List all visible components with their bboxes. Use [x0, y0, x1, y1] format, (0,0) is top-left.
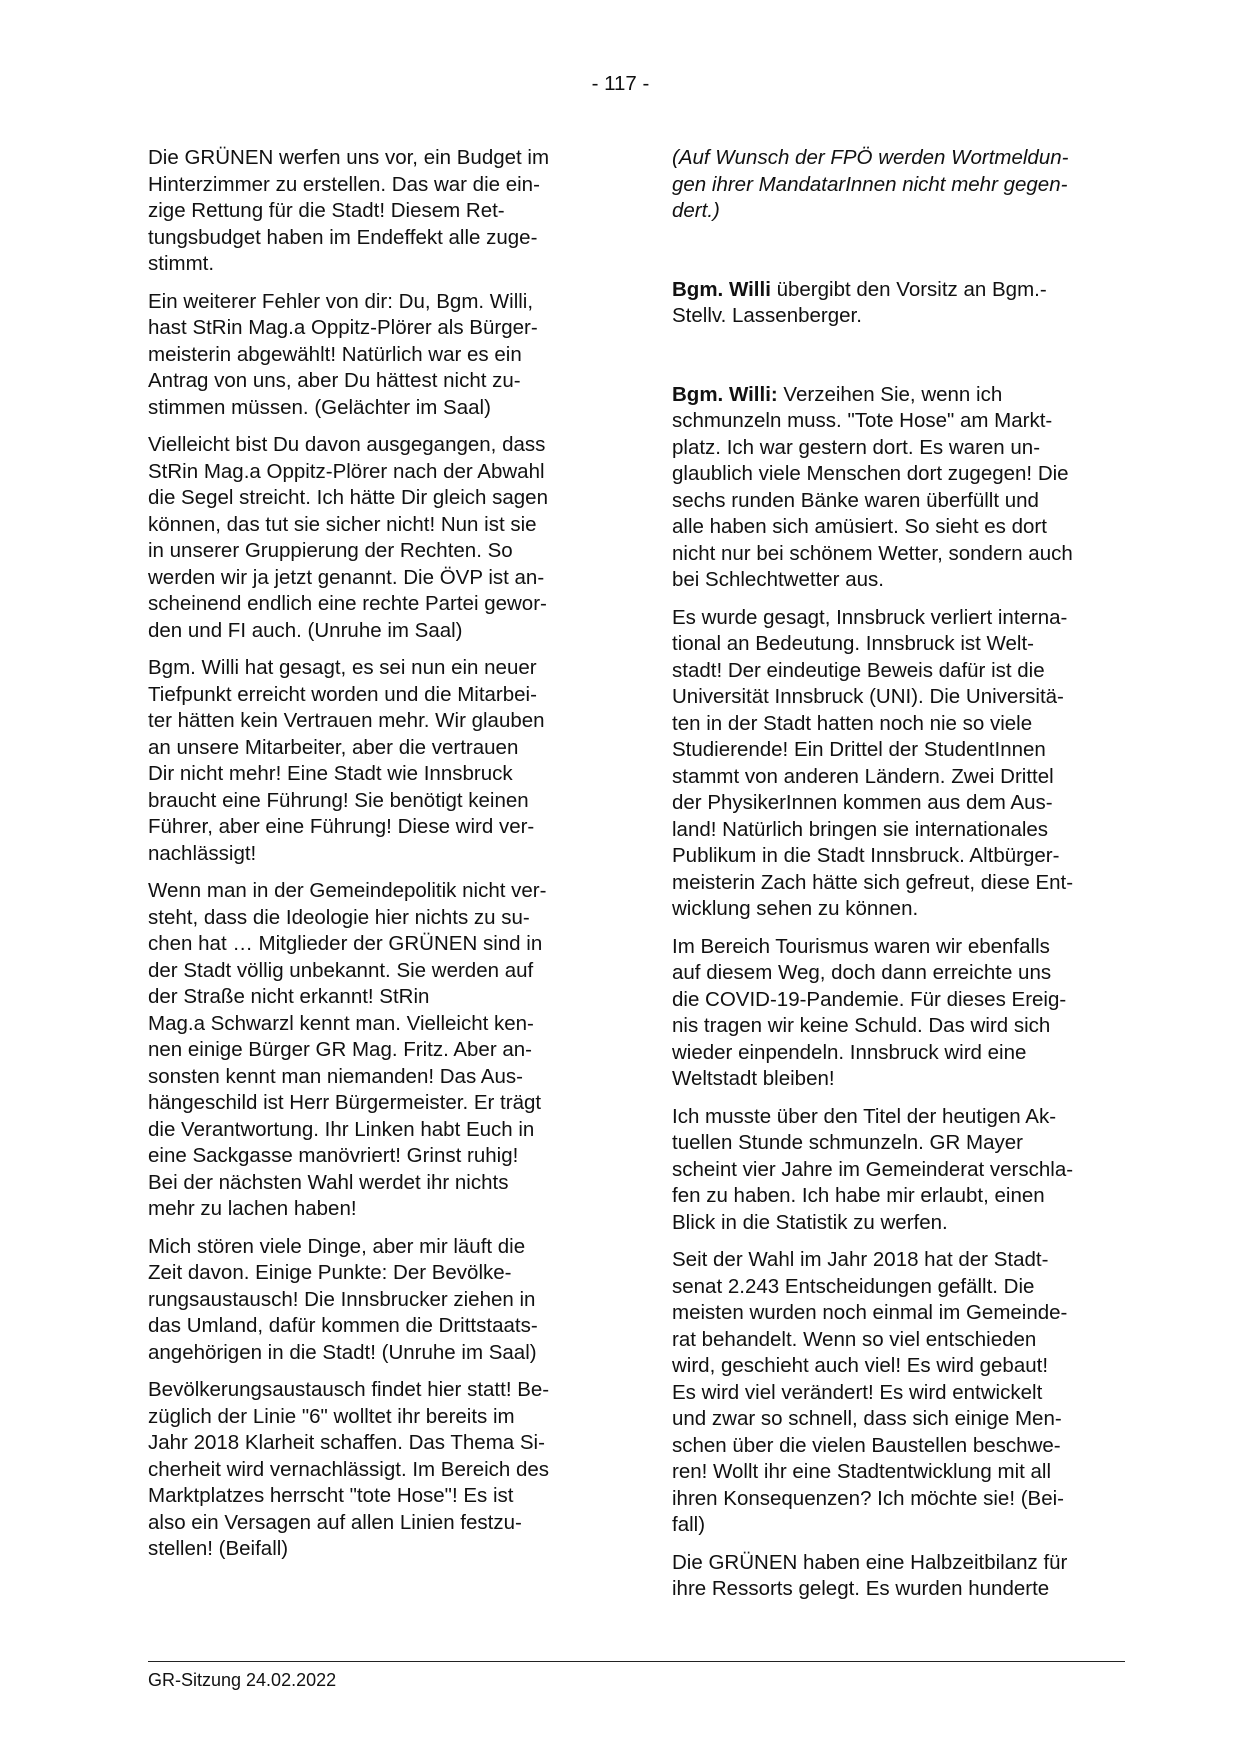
paragraph: Es wurde gesagt, Innsbruck verliert interna- tional an Bedeutung. Innsbruck ist Welt- stadt! Der eindeutige Beweis dafür ist die Universität Innsbruck (UNI). Die Universitä- ten in der Stadt hatten noch nie so viele Studierende! Ein Drittel der StudentInnen stammt von anderen Ländern. Zwei Drittel der PhysikerInnen kommen aus dem Aus- land! Natürlich bringen sie internationales Publikum in die Stadt Innsbruck. Altbürger- meisterin Zach hätte sich gefreut, diese Ent- wicklung sehen zu können. [672, 605, 1074, 920]
chair-handover [672, 277, 1124, 330]
paragraph: Seit der Wahl im Jahr 2018 hat der Stadt- senat 2.243 Entscheidungen gefällt. Die meisten wurden noch einmal im Gemeinde- rat behandelt. Wenn so viel entschieden wird, geschieht auch viel! Es wird gebaut! Es wird viel verändert! Es wird entwickelt und zwar so schnell, dass sich einige Men- schen über die vielen Baustellen beschwe- ren! Wollt ihr eine Stadtentwicklung mit all ihren Konsequenzen? Ich möchte sie! (Bei- fall) [672, 1248, 1068, 1536]
right-column [672, 145, 1124, 1614]
footer-session-date: GR-Sitzung 24.02.2022 [148, 1670, 337, 1690]
paragraph: Im Bereich Tourismus waren wir ebenfalls auf diesem Weg, doch dann erreichte uns die COVID-19-Pandemie. Für dieses Ereig- nis tragen wir keine Schuld. Das wird sich wieder einpendeln. Innsbruck wird eine Weltstadt bleiben! [672, 934, 1067, 1090]
paragraph: Ein weiterer Fehler von dir: Du, Bgm. Willi, hast StRin Mag.a Oppitz-Plörer als Bürger- meisterin abgewählt! Natürlich war es ein Antrag von uns, aber Du hättest nicht zu- stimmen müssen. (Gelächter im Saal) [148, 289, 538, 419]
paragraph: Mich stören viele Dinge, aber mir läuft die Zeit davon. Einige Punkte: Der Bevölke- rungsaustausch! Die Innsbrucker ziehen in das Umland, dafür kommen die Drittstaats- angehörigen in die Stadt! (Unruhe im Saal) [148, 1234, 538, 1364]
speaker-name: Bgm. Willi: [672, 382, 778, 406]
paragraph: Vielleicht bist Du davon ausgegangen, dass StRin Mag.a Oppitz-Plörer nach der Abwahl die Segel streicht. Ich hätte Dir gleich sagen können, das tut sie sicher nicht! Nun ist sie in unserer Gruppierung der Rechten. So werden wir ja jetzt genannt. Die ÖVP ist an- scheinend endlich eine rechte Partei gewor- den und FI auch. (Unruhe im Saal) [148, 433, 548, 642]
paragraph: Die GRÜNEN werfen uns vor, ein Budget im Hinterzimmer zu erstellen. Das war die ein- zige Rettung für die Stadt! Diesem Ret- tungsbudget haben im Endeffekt alle zuge- stimmt. [148, 146, 550, 275]
paragraph: Bgm. Willi hat gesagt, es sei nun ein neuer Tiefpunkt erreicht worden und die Mitarbei- ter hätten kein Vertrauen mehr. Wir glauben an unsere Mitarbeiter, aber die vertrauen Dir nicht mehr! Eine Stadt wie Innsbruck braucht eine Führung! Sie benötigt keinen Führer, aber eine Führung! Diese wird ver- nachlässigt! [148, 656, 545, 865]
editorial-note: (Auf Wunsch der FPÖ werden Wortmeldun- gen ihrer MandatarInnen nicht mehr gegen- dert.) [672, 146, 1069, 222]
speech-text: Verzeihen Sie, wenn ich schmunzeln muss. "Tote Hose" am Markt- platz. Ich war gestern dort. Es waren un- glaublich viele Menschen dort zugegen! Die sechs runden Bänke waren überfüllt und alle haben sich amüsiert. So sieht es dort nicht nur bei schönem Wetter, sondern auch bei Schlechtwetter aus. [672, 382, 1073, 591]
speech-opening [672, 382, 1124, 594]
speaker-name: Bgm. Willi [672, 277, 771, 301]
paragraph: Wenn man in der Gemeindepolitik nicht ver- steht, dass die Ideologie hier nichts zu su- chen hat … Mitglieder der GRÜNEN sind in der Stadt völlig unbekannt. Sie werden auf der Straße nicht erkannt! StRin Mag.a Schwarzl kennt man. Vielleicht ken- nen einige Bürger GR Mag. Fritz. Aber an- sonsten kennt man niemanden! Das Aus- hängeschild ist Herr Bürgermeister. Er trägt die Verantwortung. Ihr Linken habt Euch in eine Sackgasse manövriert! Grinst ruhig! Bei der nächsten Wahl werdet ihr nichts mehr zu lachen haben! [148, 879, 547, 1220]
paragraph: Die GRÜNEN haben eine Halbzeitbilanz für ihre Ressorts gelegt. Es wurden hunderte [672, 1550, 1068, 1600]
paragraph: Ich musste über den Titel der heutigen Ak- tuellen Stunde schmunzeln. GR Mayer scheint vier Jahre im Gemeinderat verschla- fen zu haben. Ich habe mir erlaubt, einen Blick in die Statistik zu werfen. [672, 1104, 1074, 1234]
footer-divider [148, 1661, 1125, 1662]
paragraph: Bevölkerungsaustausch findet hier statt! Be- züglich der Linie "6" wolltet ihr bereits im Jahr 2018 Klarheit schaffen. Das Thema Si- cherheit wird vernachlässigt. Im Bereich des Marktplatzes herrscht "tote Hose"! Es ist also ein Versagen auf allen Linien festzu- stellen! (Beifall) [148, 1378, 550, 1560]
left-column [148, 145, 600, 1574]
handover-text: übergibt den Vorsitz an Bgm.- Stellv. Lassenberger. [672, 277, 1047, 327]
page-number: - 117 - [591, 72, 650, 95]
